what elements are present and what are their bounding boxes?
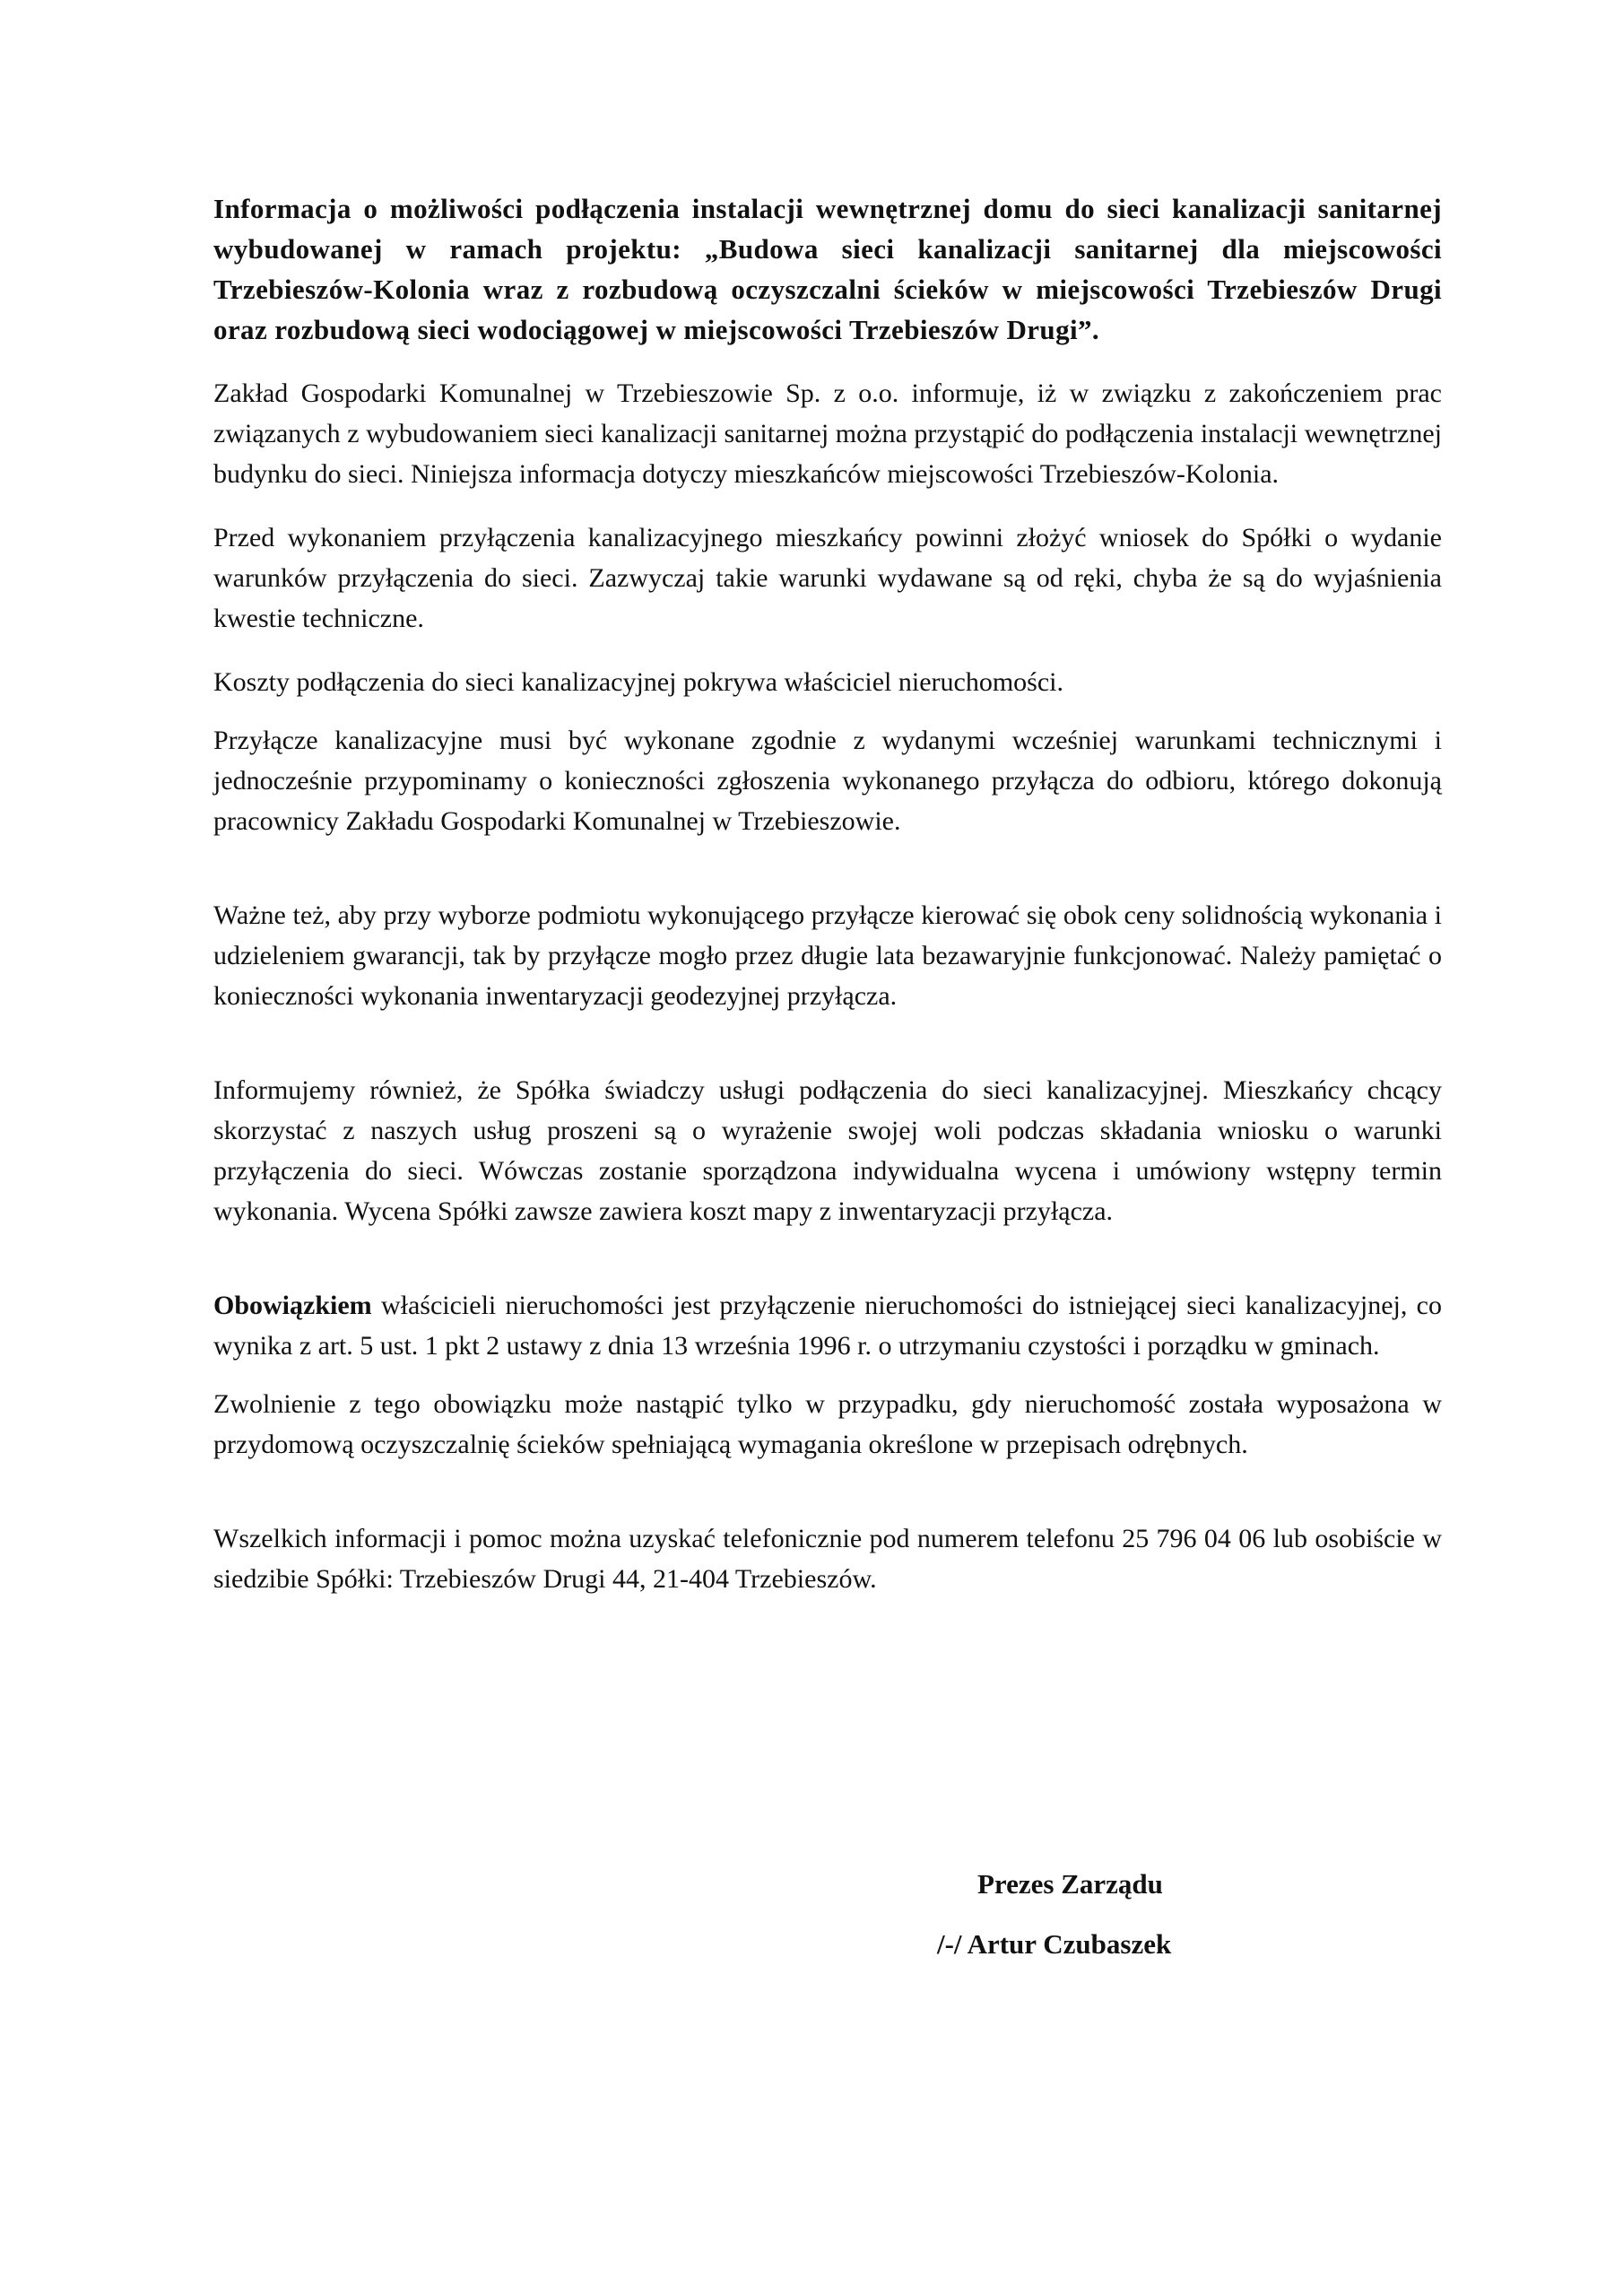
paragraph-contact: Wszelkich informacji i pomoc można uzyskać telefonicznie pod numerem telefonu 25 796 04 06 lub osobiście w siedzibie Spółki: Trzebieszów Drugi 44, 21-404 Trzebieszów. [213, 1524, 1442, 1594]
signature-role: Prezes Zarządu [977, 1868, 1163, 1900]
obligation-text: właścicieli nieruchomości jest przyłączenie nieruchomości do istniejącej sieci kanalizacyjnej, co wynika z art. 5 ust. 1 pkt 2 ustawy z dnia 13 września 1996 r. o utrzymaniu czystości i porządku w gminach. [213, 1291, 1442, 1361]
document-title: Informacja o możliwości podłączenia instalacji wewnętrznej domu do sieci kanalizacji sanitarnej wybudowanej w ramach projektu: „Budowa sieci kanalizacji sanitarnej dla miejscowości Trzebieszów-Kolonia wraz z rozbudową oczyszczalni ścieków w miejscowości Trzebieszów Drugi oraz rozbudową sieci wodociągowej w miejscowości Trzebieszów Drugi”. [213, 193, 1442, 345]
paragraph-announcement: Zakład Gospodarki Komunalnej w Trzebieszowie Sp. z o.o. informuje, iż w związku z zakończeniem prac związanych z wybudowaniem sieci kanalizacji sanitarnej można przystąpić do podłączenia instalacji wewnętrznej budynku do sieci. Niniejsza informacja dotyczy mieszkańców miejscowości Trzebieszów-Kolonia. [213, 378, 1442, 489]
paragraph-contractor-choice: Ważne też, aby przy wyborze podmiotu wykonującego przyłącze kierować się obok ceny solidnością wykonania i udzieleniem gwarancji, tak by przyłącze mogło przez długie lata bezawaryjnie funkcjonować. Należy pamiętać o konieczności wykonania inwentaryzacji geodezyjnej przyłącza. [213, 900, 1442, 1011]
signature-name: /-/ Artur Czubaszek [937, 1928, 1172, 1960]
paragraph-costs: Koszty podłączenia do sieci kanalizacyjnej pokrywa właściciel nieruchomości. [213, 667, 1063, 697]
paragraph-technical-conditions: Przyłącze kanalizacyjne musi być wykonane zgodnie z wydanymi wcześniej warunkami technicznymi i jednocześnie przypominamy o konieczności zgłoszenia wykonanego przyłącza do odbioru, którego dokonują pracownicy Zakładu Gospodarki Komunalnej w Trzebieszowie. [213, 726, 1442, 836]
obligation-emphasis: Obowiązkiem [213, 1291, 372, 1320]
document-body [213, 188, 1442, 1599]
paragraph-application: Przed wykonaniem przyłączenia kanalizacyjnego mieszkańcy powinni złożyć wniosek do Spółki o wydanie warunków przyłączenia do sieci. Zazwyczaj takie warunki wydawane są od ręki, chyba że są do wyjaśnienia kwestie techniczne. [213, 523, 1442, 633]
paragraph-exemption: Zwolnienie z tego obowiązku może nastąpić tylko w przypadku, gdy nieruchomość została wyposażona w przydomową oczyszczalnię ścieków spełniającą wymagania określone w przepisach odrębnych. [213, 1389, 1442, 1459]
paragraph-obligation [213, 1285, 1442, 1366]
paragraph-company-services: Informujemy również, że Spółka świadczy usługi podłączenia do sieci kanalizacyjnej. Mieszkańcy chcący skorzystać z naszych usług proszeni są o wyrażenie swojej woli podczas składania wniosku o warunki przyłączenia do sieci. Wówczas zostanie sporządzona indywidualna wycena i umówiony wstępny termin wykonania. Wycena Spółki zawsze zawiera koszt mapy z inwentaryzacji przyłącza. [213, 1075, 1442, 1226]
signature-block [937, 1864, 1385, 1964]
